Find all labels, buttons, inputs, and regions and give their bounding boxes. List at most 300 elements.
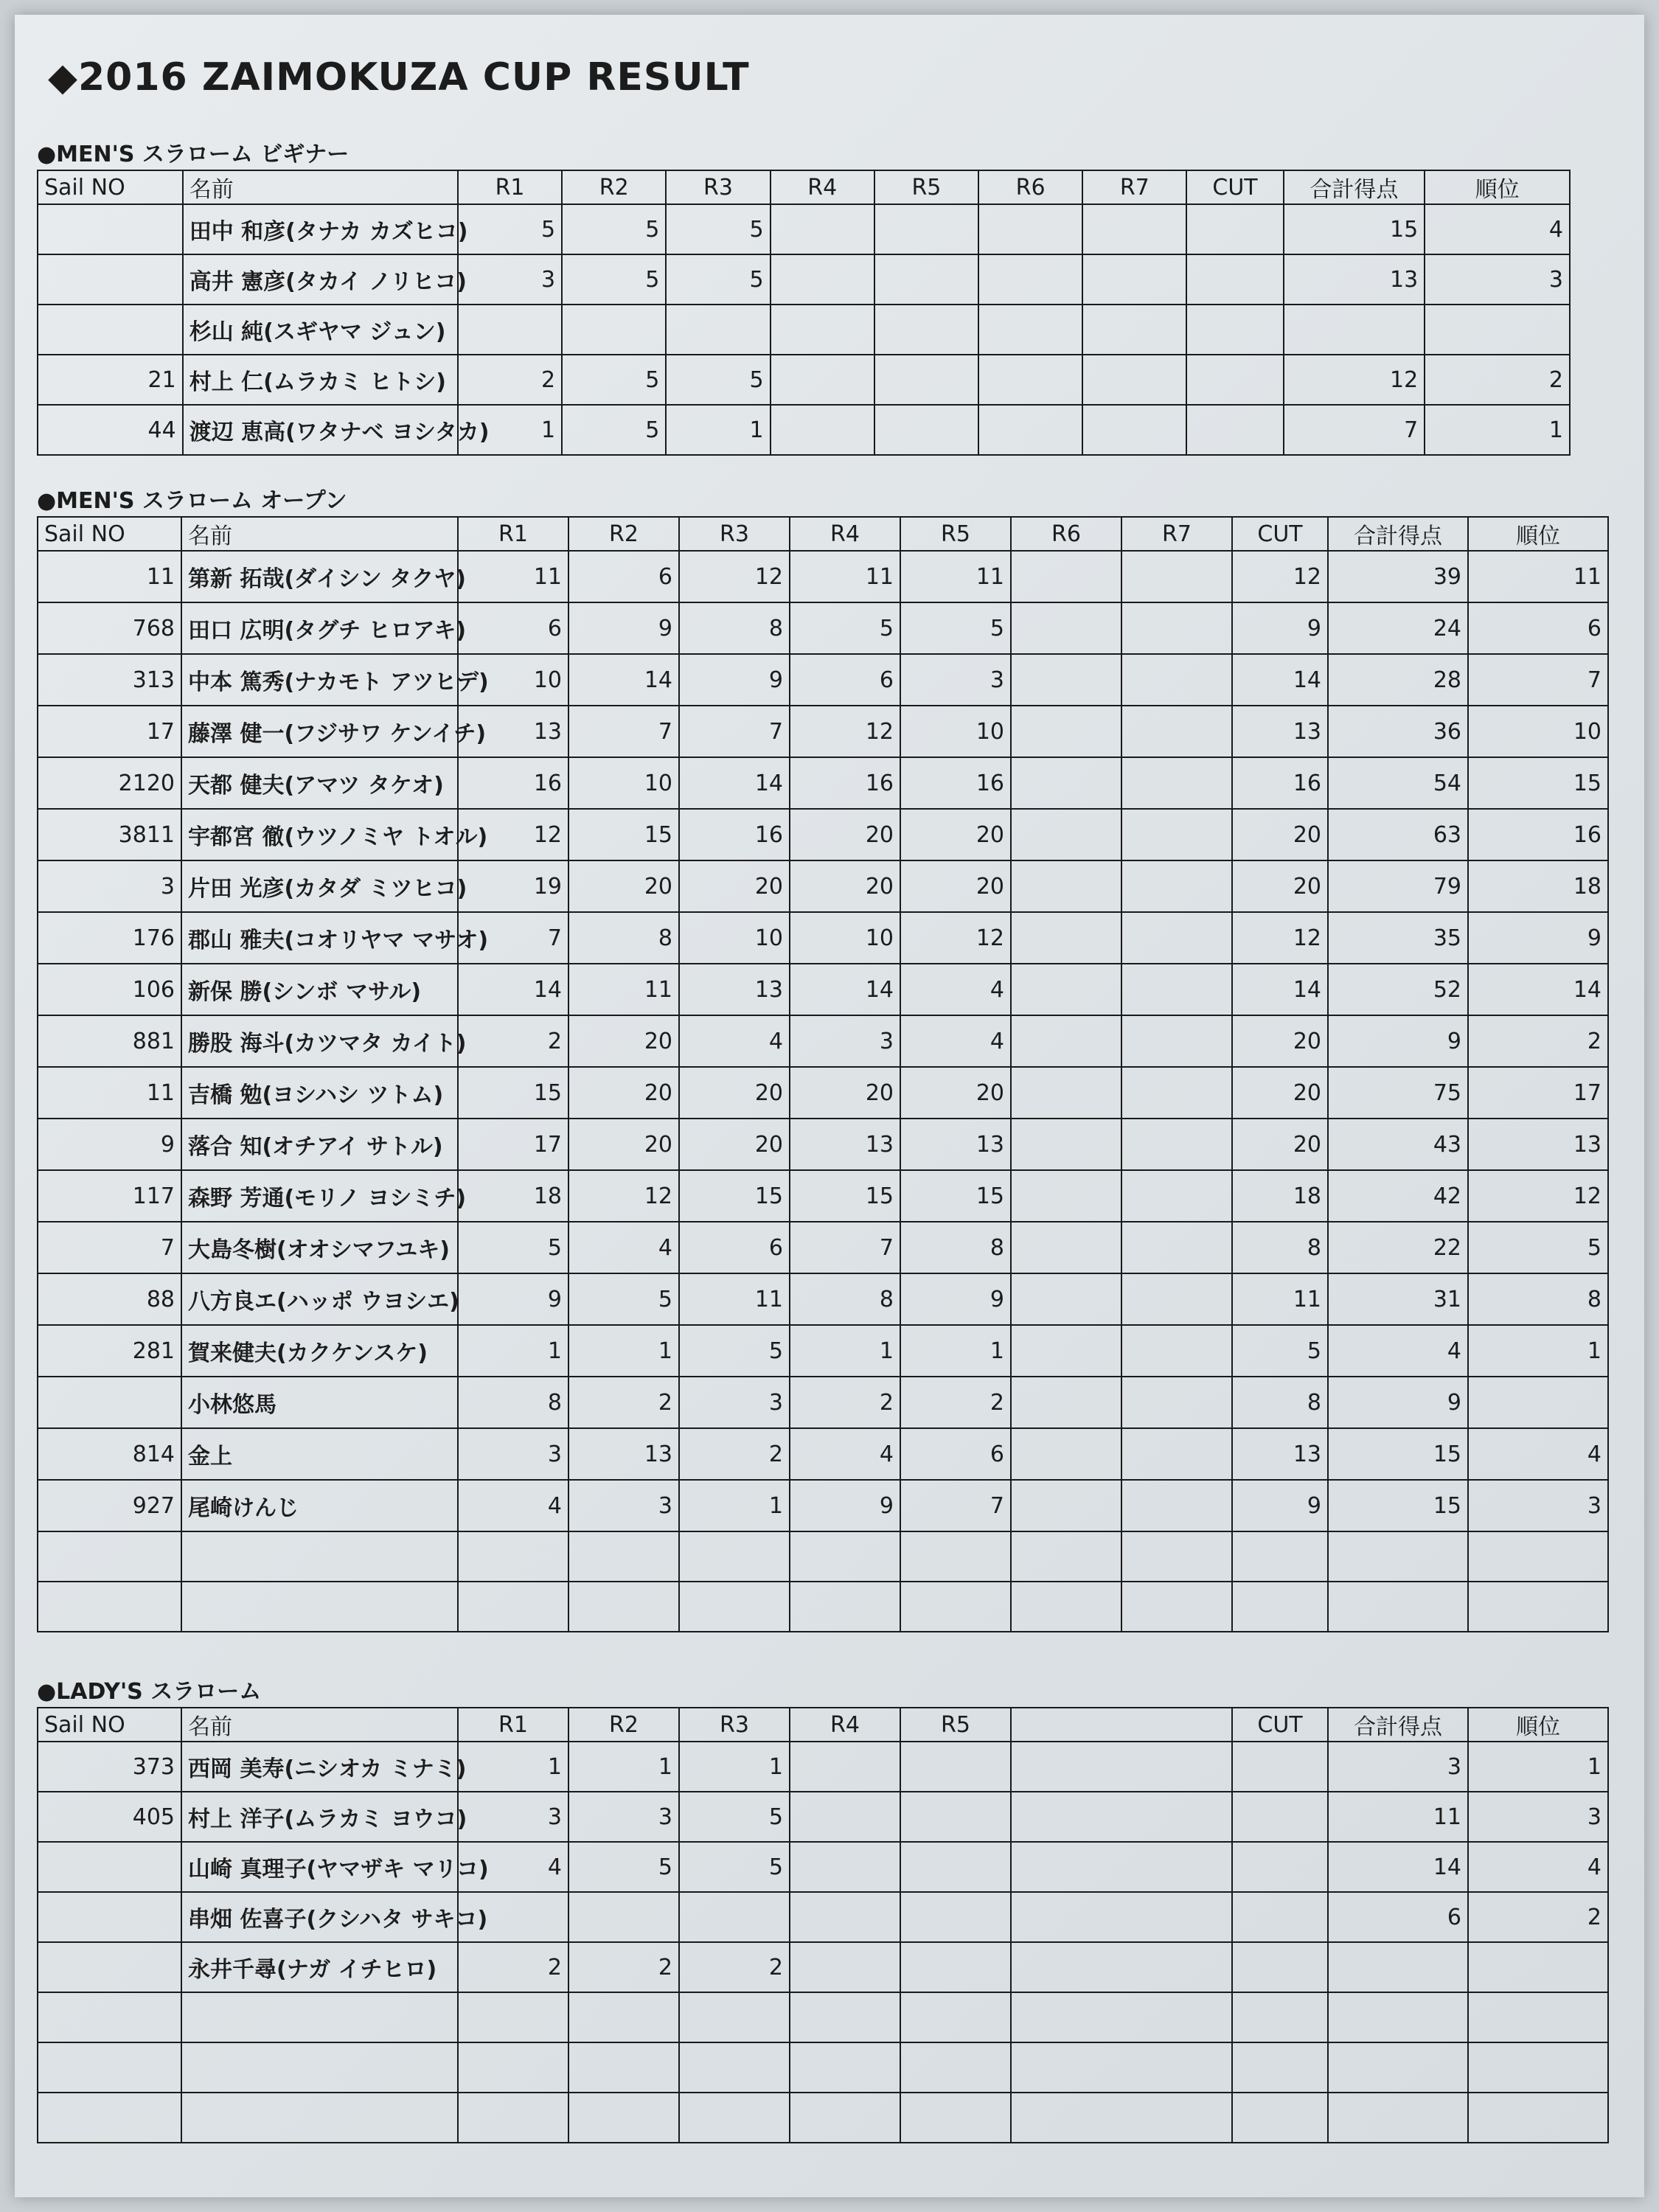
r5-cell: 6 xyxy=(900,1428,1011,1480)
total-cell: 12 xyxy=(1284,355,1425,405)
sail-no-cell xyxy=(38,1892,181,1942)
r2-cell: 5 xyxy=(562,204,666,254)
empty-cell xyxy=(458,2093,568,2143)
cut-cell: 16 xyxy=(1232,757,1328,809)
rank-cell: 2 xyxy=(1468,1015,1608,1067)
r4-cell xyxy=(790,1842,900,1892)
header-rank: 順位 xyxy=(1468,1708,1608,1742)
r7-cell xyxy=(1121,964,1232,1015)
empty-cell xyxy=(568,1582,679,1632)
r2-cell: 20 xyxy=(568,1119,679,1170)
table-row xyxy=(38,1015,1608,1067)
cut-cell xyxy=(1186,355,1283,405)
r1-cell: 4 xyxy=(458,1842,568,1892)
r6-cell xyxy=(1011,757,1121,809)
header-row xyxy=(38,170,1570,204)
empty-cell xyxy=(38,2093,181,2143)
r4-cell: 20 xyxy=(790,860,900,912)
r5-cell xyxy=(900,1942,1011,1992)
r7-cell xyxy=(1121,602,1232,654)
empty-cell xyxy=(790,1582,900,1632)
name-cell: 第新 拓哉(ダイシン タクヤ) xyxy=(181,551,458,602)
empty-cell xyxy=(1011,2093,1232,2143)
name-cell: 藤澤 健一(フジサワ ケンイチ) xyxy=(181,706,458,757)
r5-cell: 1 xyxy=(900,1325,1011,1377)
total-cell: 31 xyxy=(1328,1273,1468,1325)
table-row xyxy=(38,602,1608,654)
empty-cell xyxy=(1468,1531,1608,1582)
empty-cell xyxy=(458,2042,568,2093)
rank-cell: 10 xyxy=(1468,706,1608,757)
header-r1: R1 xyxy=(458,517,568,551)
r5-cell: 15 xyxy=(900,1170,1011,1222)
r5-cell: 5 xyxy=(900,602,1011,654)
r3-cell: 20 xyxy=(679,1067,790,1119)
empty-cell xyxy=(900,2093,1011,2143)
header-r2: R2 xyxy=(568,517,679,551)
r1-cell: 2 xyxy=(458,1015,568,1067)
results-body xyxy=(38,1742,1608,2143)
sail-no-cell: 814 xyxy=(38,1428,181,1480)
r7-cell xyxy=(1121,654,1232,706)
r7-cell xyxy=(1121,1273,1232,1325)
table-row xyxy=(38,1325,1608,1377)
r3-cell: 9 xyxy=(679,654,790,706)
header-r3: R3 xyxy=(666,170,770,204)
empty-cell xyxy=(1011,1792,1232,1842)
r6-cell xyxy=(1011,860,1121,912)
total-cell: 39 xyxy=(1328,551,1468,602)
r2-cell: 9 xyxy=(568,602,679,654)
header-r1: R1 xyxy=(458,170,562,204)
results-body xyxy=(38,551,1608,1632)
r1-cell: 1 xyxy=(458,405,562,455)
cut-cell: 20 xyxy=(1232,860,1328,912)
r1-cell: 18 xyxy=(458,1170,568,1222)
r5-cell: 4 xyxy=(900,1015,1011,1067)
r6-cell xyxy=(1011,551,1121,602)
sail-no-cell: 9 xyxy=(38,1119,181,1170)
header-sail-no: Sail NO xyxy=(38,1708,181,1742)
r7-cell xyxy=(1082,355,1186,405)
empty-cell xyxy=(38,1992,181,2042)
header-r7: R7 xyxy=(1121,517,1232,551)
empty-cell xyxy=(1468,1992,1608,2042)
table-row xyxy=(38,1377,1608,1428)
table-row xyxy=(38,1842,1608,1892)
sail-no-cell: 3811 xyxy=(38,809,181,860)
header-r4: R4 xyxy=(790,1708,900,1742)
r7-cell xyxy=(1121,912,1232,964)
empty-cell xyxy=(1232,2093,1328,2143)
name-cell: 森野 芳通(モリノ ヨシミチ) xyxy=(181,1170,458,1222)
table-row xyxy=(38,1222,1608,1273)
name-cell: 田口 広明(タグチ ヒロアキ) xyxy=(181,602,458,654)
name-cell: 天都 健夫(アマツ タケオ) xyxy=(181,757,458,809)
r1-cell: 1 xyxy=(458,1742,568,1792)
total-cell: 63 xyxy=(1328,809,1468,860)
rank-cell: 17 xyxy=(1468,1067,1608,1119)
table-row xyxy=(38,757,1608,809)
empty-cell xyxy=(900,1531,1011,1582)
table-row xyxy=(38,706,1608,757)
total-cell: 3 xyxy=(1328,1742,1468,1792)
r3-cell: 5 xyxy=(679,1842,790,1892)
sail-no-cell: 176 xyxy=(38,912,181,964)
r3-cell: 5 xyxy=(679,1325,790,1377)
rank-cell: 4 xyxy=(1425,204,1570,254)
sail-no-cell: 106 xyxy=(38,964,181,1015)
total-cell: 43 xyxy=(1328,1119,1468,1170)
name-cell: 尾崎けんじ xyxy=(181,1480,458,1531)
cut-cell: 13 xyxy=(1232,1428,1328,1480)
r5-cell xyxy=(874,204,978,254)
rank-cell: 2 xyxy=(1468,1892,1608,1942)
sail-no-cell xyxy=(38,305,183,355)
cut-cell xyxy=(1232,1742,1328,1792)
sail-no-cell xyxy=(38,1842,181,1892)
r4-cell: 20 xyxy=(790,809,900,860)
r3-cell: 5 xyxy=(666,355,770,405)
name-cell: 西岡 美寿(ニシオカ ミナミ) xyxy=(181,1742,458,1792)
rank-cell: 3 xyxy=(1468,1480,1608,1531)
r5-cell: 2 xyxy=(900,1377,1011,1428)
total-cell: 79 xyxy=(1328,860,1468,912)
r2-cell: 5 xyxy=(562,405,666,455)
r5-cell: 4 xyxy=(900,964,1011,1015)
rank-cell xyxy=(1425,305,1570,355)
empty-cell xyxy=(1011,1842,1232,1892)
r1-cell: 3 xyxy=(458,254,562,305)
r6-cell xyxy=(1011,1222,1121,1273)
total-cell: 28 xyxy=(1328,654,1468,706)
rank-cell: 4 xyxy=(1468,1842,1608,1892)
cut-cell xyxy=(1186,405,1283,455)
empty-cell xyxy=(38,1582,181,1632)
r2-cell: 8 xyxy=(568,912,679,964)
r1-cell: 7 xyxy=(458,912,568,964)
results-body xyxy=(38,204,1570,455)
table-row xyxy=(38,964,1608,1015)
r5-cell: 9 xyxy=(900,1273,1011,1325)
sail-no-cell: 7 xyxy=(38,1222,181,1273)
r2-cell: 2 xyxy=(568,1942,679,1992)
empty-cell xyxy=(900,2042,1011,2093)
r4-cell: 14 xyxy=(790,964,900,1015)
r6-cell xyxy=(1011,1377,1121,1428)
r4-cell xyxy=(790,1942,900,1992)
table-row xyxy=(38,305,1570,355)
r2-cell: 14 xyxy=(568,654,679,706)
r1-cell: 13 xyxy=(458,706,568,757)
r5-cell xyxy=(874,305,978,355)
r1-cell: 15 xyxy=(458,1067,568,1119)
name-cell: 田中 和彦(タナカ カズヒコ) xyxy=(183,204,458,254)
empty-cell xyxy=(181,1531,458,1582)
r5-cell xyxy=(900,1892,1011,1942)
r7-cell xyxy=(1121,1377,1232,1428)
r6-cell xyxy=(1011,1015,1121,1067)
rank-cell: 2 xyxy=(1425,355,1570,405)
r3-cell xyxy=(679,1892,790,1942)
empty-cell xyxy=(1232,1992,1328,2042)
r7-cell xyxy=(1121,860,1232,912)
header-cut: CUT xyxy=(1232,517,1328,551)
empty-cell xyxy=(181,1992,458,2042)
cut-cell xyxy=(1232,1792,1328,1842)
empty-row xyxy=(38,1992,1608,2042)
total-cell: 75 xyxy=(1328,1067,1468,1119)
r5-cell xyxy=(874,405,978,455)
rank-cell: 14 xyxy=(1468,964,1608,1015)
table-row xyxy=(38,551,1608,602)
cut-cell xyxy=(1186,204,1283,254)
rank-cell: 12 xyxy=(1468,1170,1608,1222)
cut-cell: 5 xyxy=(1232,1325,1328,1377)
empty-row xyxy=(38,2042,1608,2093)
r4-cell: 15 xyxy=(790,1170,900,1222)
r3-cell: 15 xyxy=(679,1170,790,1222)
rank-cell: 3 xyxy=(1468,1792,1608,1842)
name-cell: 勝股 海斗(カツマタ カイト) xyxy=(181,1015,458,1067)
empty-cell xyxy=(568,1992,679,2042)
r3-cell: 13 xyxy=(679,964,790,1015)
header-name: 名前 xyxy=(181,1708,458,1742)
r5-cell: 3 xyxy=(900,654,1011,706)
header-r2: R2 xyxy=(568,1708,679,1742)
name-cell: 落合 知(オチアイ サトル) xyxy=(181,1119,458,1170)
total-cell: 35 xyxy=(1328,912,1468,964)
cut-cell xyxy=(1232,1842,1328,1892)
sail-no-cell: 405 xyxy=(38,1792,181,1842)
r2-cell: 5 xyxy=(568,1842,679,1892)
empty-cell xyxy=(1328,2093,1468,2143)
r1-cell: 2 xyxy=(458,1942,568,1992)
name-cell: 串畑 佐喜子(クシハタ サキコ) xyxy=(181,1892,458,1942)
cut-cell: 12 xyxy=(1232,912,1328,964)
total-cell: 36 xyxy=(1328,706,1468,757)
r7-cell xyxy=(1082,204,1186,254)
r2-cell: 3 xyxy=(568,1480,679,1531)
empty-cell xyxy=(679,1582,790,1632)
r7-cell xyxy=(1121,809,1232,860)
empty-cell xyxy=(679,2042,790,2093)
rank-cell: 7 xyxy=(1468,654,1608,706)
rank-cell: 1 xyxy=(1425,405,1570,455)
r4-cell: 1 xyxy=(790,1325,900,1377)
cut-cell: 8 xyxy=(1232,1377,1328,1428)
sail-no-cell: 313 xyxy=(38,654,181,706)
r6-cell xyxy=(1011,602,1121,654)
rank-cell: 5 xyxy=(1468,1222,1608,1273)
total-cell: 14 xyxy=(1328,1842,1468,1892)
header-r6: R6 xyxy=(1011,517,1121,551)
rank-cell xyxy=(1468,1942,1608,1992)
r2-cell: 20 xyxy=(568,1015,679,1067)
name-cell: 大島冬樹(オオシマフユキ) xyxy=(181,1222,458,1273)
r7-cell xyxy=(1121,1480,1232,1531)
empty-cell xyxy=(458,1992,568,2042)
r2-cell: 6 xyxy=(568,551,679,602)
sail-no-cell xyxy=(38,1377,181,1428)
total-cell: 11 xyxy=(1328,1792,1468,1842)
r6-cell xyxy=(978,254,1082,305)
r2-cell: 20 xyxy=(568,1067,679,1119)
r7-cell xyxy=(1082,405,1186,455)
header-rank: 順位 xyxy=(1425,170,1570,204)
table-row xyxy=(38,1942,1608,1992)
r3-cell: 20 xyxy=(679,1119,790,1170)
r2-cell: 1 xyxy=(568,1325,679,1377)
r1-cell xyxy=(458,305,562,355)
section-title: ●MEN'S スラローム オープン xyxy=(37,488,347,514)
cut-cell: 12 xyxy=(1232,551,1328,602)
name-cell: 村上 洋子(ムラカミ ヨウコ) xyxy=(181,1792,458,1842)
empty-cell xyxy=(1468,2042,1608,2093)
r5-cell: 20 xyxy=(900,860,1011,912)
name-cell: 八方良エ(ハッポ ウヨシエ) xyxy=(181,1273,458,1325)
empty-cell xyxy=(458,1582,568,1632)
r4-cell: 13 xyxy=(790,1119,900,1170)
table-row xyxy=(38,1892,1608,1942)
r4-cell xyxy=(771,355,874,405)
header-r7: R7 xyxy=(1082,170,1186,204)
sail-no-cell: 21 xyxy=(38,355,183,405)
r2-cell: 5 xyxy=(562,254,666,305)
r1-cell: 17 xyxy=(458,1119,568,1170)
empty-cell xyxy=(1011,1742,1232,1792)
r5-cell xyxy=(900,1792,1011,1842)
header-r6: R6 xyxy=(978,170,1082,204)
empty-cell xyxy=(790,1992,900,2042)
table-row xyxy=(38,1792,1608,1842)
header-sail-no: Sail NO xyxy=(38,517,181,551)
empty-cell xyxy=(1011,1942,1232,1992)
empty-cell xyxy=(38,1531,181,1582)
r6-cell xyxy=(1011,1067,1121,1119)
total-cell: 52 xyxy=(1328,964,1468,1015)
sail-no-cell: 11 xyxy=(38,551,181,602)
empty-cell xyxy=(790,1531,900,1582)
section-mens-beginner xyxy=(37,140,1571,456)
r5-cell: 12 xyxy=(900,912,1011,964)
r7-cell xyxy=(1121,1325,1232,1377)
r7-cell xyxy=(1121,1428,1232,1480)
r3-cell: 5 xyxy=(666,204,770,254)
r4-cell xyxy=(771,254,874,305)
r1-cell: 12 xyxy=(458,809,568,860)
r6-cell xyxy=(1011,1325,1121,1377)
r3-cell: 11 xyxy=(679,1273,790,1325)
name-cell: 山崎 真理子(ヤマザキ マリコ) xyxy=(181,1842,458,1892)
header-r3: R3 xyxy=(679,517,790,551)
r5-cell: 8 xyxy=(900,1222,1011,1273)
sail-no-cell: 927 xyxy=(38,1480,181,1531)
r4-cell: 7 xyxy=(790,1222,900,1273)
document-title: ◆2016 ZAIMOKUZA CUP RESULT xyxy=(48,55,750,100)
r3-cell: 16 xyxy=(679,809,790,860)
name-cell: 片田 光彦(カタダ ミツヒコ) xyxy=(181,860,458,912)
r7-cell xyxy=(1121,551,1232,602)
cut-cell: 18 xyxy=(1232,1170,1328,1222)
empty-cell xyxy=(1011,1531,1121,1582)
total-cell xyxy=(1328,1942,1468,1992)
r4-cell xyxy=(790,1742,900,1792)
rank-cell: 4 xyxy=(1468,1428,1608,1480)
rank-cell: 8 xyxy=(1468,1273,1608,1325)
empty-cell xyxy=(568,2042,679,2093)
name-cell: 中本 篤秀(ナカモト アツヒデ) xyxy=(181,654,458,706)
r6-cell xyxy=(1011,706,1121,757)
r3-cell: 14 xyxy=(679,757,790,809)
cut-cell: 14 xyxy=(1232,654,1328,706)
name-cell: 金上 xyxy=(181,1428,458,1480)
name-cell: 宇都宮 徹(ウツノミヤ トオル) xyxy=(181,809,458,860)
r6-cell xyxy=(1011,1119,1121,1170)
r4-cell xyxy=(790,1892,900,1942)
r6-cell xyxy=(978,305,1082,355)
r1-cell: 5 xyxy=(458,1222,568,1273)
r6-cell xyxy=(1011,1428,1121,1480)
r1-cell: 5 xyxy=(458,204,562,254)
cut-cell: 20 xyxy=(1232,1119,1328,1170)
r4-cell xyxy=(771,305,874,355)
header-row xyxy=(38,517,1608,551)
name-cell: 永井千尋(ナガ イチヒロ) xyxy=(181,1942,458,1992)
r4-cell: 20 xyxy=(790,1067,900,1119)
r4-cell: 9 xyxy=(790,1480,900,1531)
r3-cell: 2 xyxy=(679,1942,790,1992)
sail-no-cell: 881 xyxy=(38,1015,181,1067)
name-cell: 小林悠馬 xyxy=(181,1377,458,1428)
r6-cell xyxy=(978,405,1082,455)
name-cell: 村上 仁(ムラカミ ヒトシ) xyxy=(183,355,458,405)
r1-cell: 3 xyxy=(458,1792,568,1842)
header-cut: CUT xyxy=(1186,170,1283,204)
rank-cell: 13 xyxy=(1468,1119,1608,1170)
r2-cell: 10 xyxy=(568,757,679,809)
empty-cell xyxy=(1328,1582,1468,1632)
r5-cell xyxy=(900,1742,1011,1792)
header-row xyxy=(38,1708,1608,1742)
total-cell: 6 xyxy=(1328,1892,1468,1942)
empty-cell xyxy=(181,2093,458,2143)
empty-cell xyxy=(1232,1582,1328,1632)
r5-cell: 20 xyxy=(900,1067,1011,1119)
sail-no-cell: 44 xyxy=(38,405,183,455)
results-table xyxy=(37,1707,1609,2143)
r5-cell: 13 xyxy=(900,1119,1011,1170)
header-r5: R5 xyxy=(874,170,978,204)
r5-cell: 11 xyxy=(900,551,1011,602)
header-r5: R5 xyxy=(900,1708,1011,1742)
sail-no-cell: 373 xyxy=(38,1742,181,1792)
empty-cell xyxy=(1011,1992,1232,2042)
header-empty xyxy=(1011,1708,1232,1742)
results-table xyxy=(37,170,1571,456)
name-cell: 郡山 雅夫(コオリヤマ マサオ) xyxy=(181,912,458,964)
section-mens-open xyxy=(37,487,1607,1632)
rank-cell: 18 xyxy=(1468,860,1608,912)
empty-cell xyxy=(1468,2093,1608,2143)
header-r2: R2 xyxy=(562,170,666,204)
r7-cell xyxy=(1121,706,1232,757)
empty-cell xyxy=(181,2042,458,2093)
r1-cell: 3 xyxy=(458,1428,568,1480)
total-cell: 42 xyxy=(1328,1170,1468,1222)
r4-cell: 12 xyxy=(790,706,900,757)
r2-cell: 2 xyxy=(568,1377,679,1428)
